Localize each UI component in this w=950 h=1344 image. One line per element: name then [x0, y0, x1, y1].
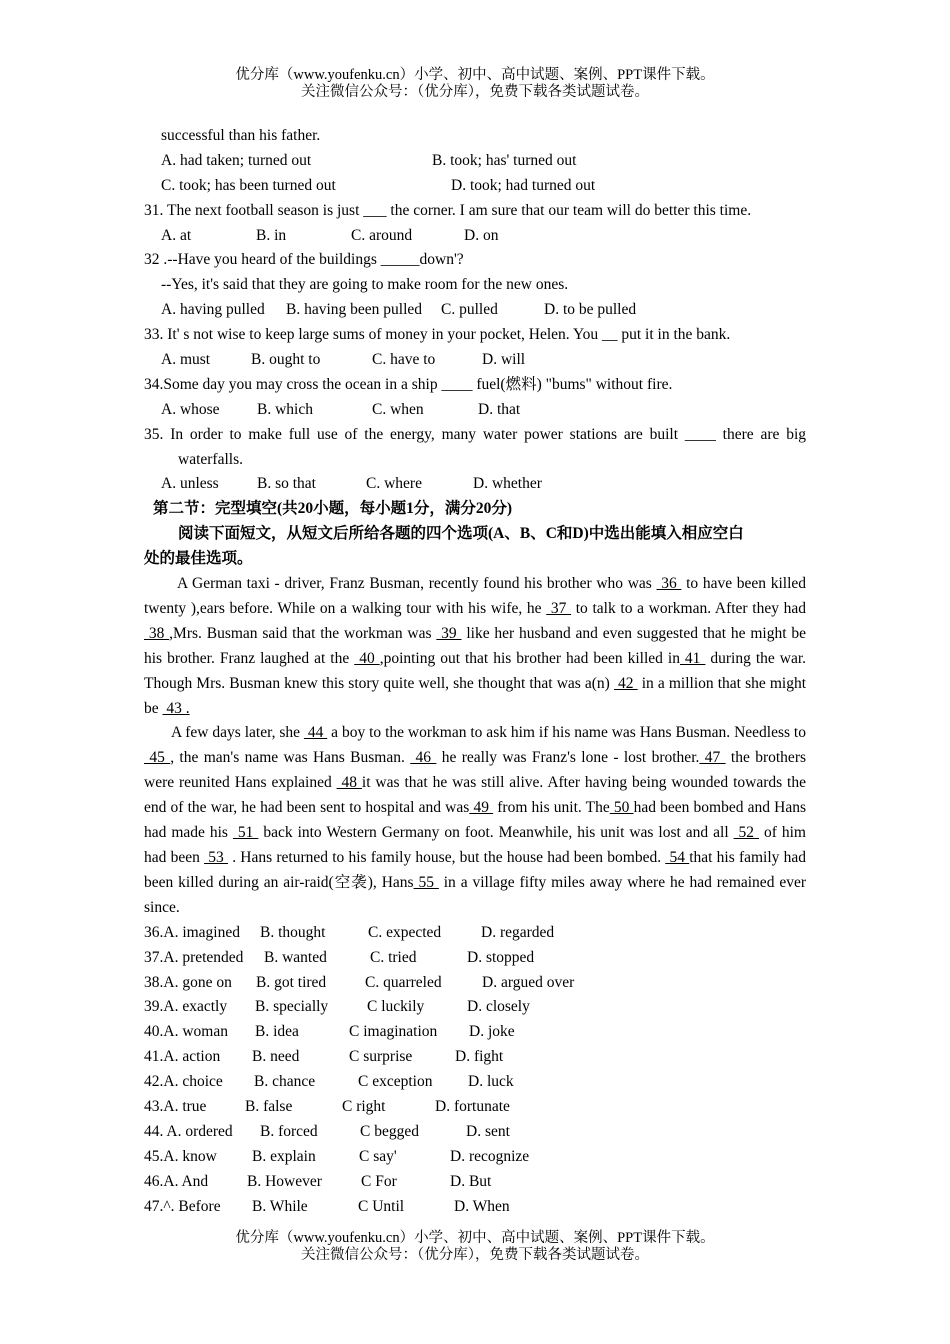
- cloze-option-row: [144, 1170, 806, 1195]
- passage-text: in a village fifty miles away where he had remained ever since.: [144, 873, 807, 916]
- option-c: C begged: [360, 1122, 419, 1140]
- cloze-option-row: [144, 1145, 806, 1170]
- option-a: A. had taken; turned out: [161, 151, 312, 169]
- cloze-option-row: [144, 946, 806, 971]
- cloze-option-row: [144, 1120, 806, 1145]
- passage-text: during the war. Though Mrs. Busman knew this story quite well, she thought that was a(n): [144, 649, 807, 692]
- option-c: C. pulled: [441, 301, 498, 319]
- blank-54: 54: [665, 849, 690, 866]
- cloze-option-row: [144, 995, 806, 1020]
- option-a: A. must: [161, 351, 211, 369]
- option-a: A. whose: [161, 400, 220, 418]
- option-d: D. luck: [468, 1073, 514, 1091]
- q33-stem: 33. It' s not wise to keep large sums of money in your pocket, Helen. You __ put it in the bank.: [144, 326, 731, 344]
- option-c: C. quarreled: [365, 973, 442, 991]
- option-a: 38.A. gone on: [144, 973, 232, 991]
- q30-options-row-1: [144, 149, 806, 174]
- passage-text: to have been killed twenty ),ears before. While on a walking tour with his wife, he: [144, 575, 807, 617]
- q32-stem-2: --Yes, it's said that they are going to make room for the new ones.: [161, 276, 569, 294]
- option-a: 46.A. And: [144, 1172, 209, 1190]
- option-a: 39.A. exactly: [144, 998, 228, 1016]
- option-c: C say': [359, 1147, 397, 1165]
- option-d: D. joke: [469, 1023, 515, 1041]
- blank-42: 42: [613, 674, 638, 692]
- q33-options: [144, 348, 806, 373]
- option-b: B. took; has' turned out: [432, 151, 577, 169]
- option-c: C surprise: [349, 1048, 413, 1066]
- option-c: C. where: [366, 475, 422, 493]
- option-c: C For: [361, 1172, 397, 1190]
- option-b: B. thought: [260, 923, 326, 941]
- blank-50: 50: [609, 799, 634, 817]
- option-b: B. so that: [257, 475, 316, 493]
- passage-text: he really was Franz's lone - lost brother.: [436, 749, 700, 767]
- blank-41: 41: [679, 649, 706, 667]
- option-b: B. in: [256, 226, 287, 244]
- option-d: D. took; had turned out: [451, 176, 596, 194]
- cloze-option-row: [144, 921, 806, 946]
- option-d: D. fight: [455, 1048, 504, 1066]
- q31-options: [144, 224, 806, 249]
- option-a: 41.A. action: [144, 1048, 221, 1066]
- option-c: C. when: [372, 400, 424, 418]
- option-a: A. having pulled: [161, 301, 265, 319]
- passage-text: , the man's name was Hans Busman.: [170, 749, 411, 767]
- option-a: 37.A. pretended: [144, 948, 244, 966]
- option-b: B. However: [247, 1172, 322, 1190]
- option-b: B. While: [252, 1197, 308, 1215]
- option-a: 43.A. true: [144, 1097, 207, 1115]
- option-d: D. regarded: [481, 923, 555, 941]
- cloze-option-row: [144, 1020, 806, 1045]
- q30-stem-continuation: successful than his father.: [161, 127, 321, 144]
- header-line-2: 关注微信公众号：（优分库），免费下载各类试题试卷。: [301, 84, 649, 100]
- q32-options: [144, 298, 806, 323]
- blank-47: 47: [699, 749, 726, 767]
- option-b: B. idea: [255, 1023, 299, 1041]
- passage-text: back into Western Germany on foot. Meanwhile, his unit was lost and all: [258, 824, 734, 842]
- option-d: D. closely: [467, 998, 530, 1016]
- passage-text: in a million that she might be: [144, 674, 806, 717]
- option-c: C. have to: [372, 351, 436, 369]
- option-a: A. at: [161, 226, 192, 244]
- option-d: D. argued over: [482, 973, 575, 991]
- option-c: C. expected: [368, 923, 442, 941]
- cloze-option-row: [144, 1070, 806, 1095]
- exam-content: [144, 124, 806, 1219]
- option-b: B. which: [257, 400, 313, 418]
- section-2-title: 第二节：完型填空(共20小题，每小题1分，满分20分): [153, 500, 513, 518]
- blank-38: 38: [144, 624, 170, 642]
- passage-text: ,Mrs. Busman said that the workman was: [169, 624, 437, 642]
- q32-stem: 32 .--Have you heard of the buildings _____down'?: [144, 251, 464, 269]
- option-d: D. that: [478, 400, 521, 418]
- blank-53: 53: [204, 849, 228, 866]
- option-c: C right: [342, 1097, 386, 1115]
- passage-text: to talk to a workman. After they had: [571, 599, 806, 617]
- option-a: 36.A. imagined: [144, 923, 240, 941]
- option-d: D. stopped: [467, 948, 535, 966]
- option-c: C luckily: [367, 998, 425, 1016]
- page-header: [0, 67, 950, 101]
- cloze-option-row: [144, 1095, 806, 1120]
- passage-text: A German taxi - driver, Franz Busman, recently found his brother who was: [177, 575, 657, 593]
- option-d: D. recognize: [450, 1147, 530, 1165]
- header-line-1: 优分库（www.youfenku.cn）小学、初中、高中试题、案例、PPT课件下载。: [235, 67, 715, 83]
- blank-37: 37: [546, 599, 572, 617]
- option-d: D. sent: [466, 1122, 510, 1140]
- footer-line-1: 优分库（www.youfenku.cn）小学、初中、高中试题、案例、PPT课件下载。: [235, 1230, 715, 1246]
- option-d: D. will: [482, 351, 526, 369]
- blank-39: 39: [436, 624, 462, 642]
- q34-options: [144, 398, 806, 423]
- q31-stem: 31. The next football season is just ___ the corner. I am sure that our team will do better this time.: [144, 201, 752, 219]
- option-c: C Until: [358, 1197, 405, 1215]
- passage-text: it was that he was still alive. After having being wounded towards the end of the war, he had been sent to hospital and was: [144, 774, 806, 817]
- option-a: 44. A. ordered: [144, 1122, 233, 1140]
- option-b: B. ought to: [251, 351, 321, 369]
- passage-text: a boy to the workman to ask him if his name was Hans Busman. Needless to: [327, 724, 806, 742]
- q35-options: [144, 472, 806, 497]
- option-c: C. tried: [370, 948, 417, 966]
- passage-text: . Hans returned to his family house, but the house had been bombed.: [227, 849, 666, 866]
- option-b: B. forced: [260, 1122, 318, 1140]
- page-footer: [0, 1230, 950, 1264]
- option-b: B. got tired: [256, 973, 327, 991]
- q30-options-row-2: [144, 174, 806, 199]
- q35-stem-2: waterfalls.: [178, 450, 243, 468]
- blank-43: 43 .: [162, 699, 190, 717]
- passage-text: from his unit. The: [493, 799, 610, 817]
- cloze-option-row: [144, 971, 806, 996]
- blank-49: 49: [469, 799, 494, 817]
- section-2-instruction-1: 阅读下面短文，从短文后所给各题的四个选项(A、B、C和D)中选出能填入相应空白: [178, 525, 744, 543]
- cloze-options: [144, 921, 806, 1220]
- blank-44: 44: [303, 724, 328, 742]
- blank-52: 52: [733, 824, 760, 842]
- option-a: 42.A. choice: [144, 1073, 223, 1091]
- option-d: D. to be pulled: [544, 301, 637, 319]
- option-b: B. chance: [254, 1073, 316, 1091]
- option-a: A. unless: [161, 475, 219, 493]
- option-d: D. But: [450, 1172, 492, 1190]
- option-c: C. took; has been turned out: [161, 176, 336, 194]
- cloze-option-row: [144, 1195, 806, 1220]
- q34-stem: 34.Some day you may cross the ocean in a ship ____ fuel(燃料) "bums" without fire.: [144, 375, 673, 393]
- blank-55: 55: [413, 873, 439, 891]
- option-a: 45.A. know: [144, 1147, 217, 1165]
- option-b: B. specially: [255, 998, 329, 1016]
- option-c: C. around: [351, 226, 413, 244]
- blank-51: 51: [232, 824, 259, 842]
- option-b: B. false: [245, 1097, 293, 1115]
- passage-text: that his family had been killed during an air-raid(空袭), Hans: [144, 849, 807, 891]
- blank-46: 46: [410, 749, 437, 767]
- cloze-option-row: [144, 1045, 806, 1070]
- option-d: D. When: [454, 1197, 510, 1215]
- option-a: 40.A. woman: [144, 1023, 228, 1041]
- option-a: 47.^. Before: [144, 1197, 221, 1215]
- option-c: C imagination: [349, 1023, 438, 1041]
- option-d: D. fortunate: [435, 1097, 510, 1115]
- passage-text: had been bombed and Hans had made his: [144, 799, 807, 842]
- option-b: B. wanted: [264, 948, 327, 966]
- passage-paragraph-1: [144, 572, 806, 721]
- passage-text: like her husband and even suggested that he might be his brother. Franz laughed at the: [144, 624, 806, 667]
- option-b: B. need: [252, 1048, 300, 1066]
- passage-text: the brothers were reunited Hans explained: [144, 749, 807, 792]
- blank-40: 40: [354, 649, 380, 667]
- option-b: B. explain: [252, 1147, 316, 1165]
- blank-36: 36: [656, 575, 682, 593]
- passage-paragraph-2: [144, 721, 806, 920]
- footer-line-2: 关注微信公众号：（优分库），免费下载各类试题试卷。: [301, 1247, 649, 1263]
- q35-stem: 35. In order to make full use of the energy, many water power stations are built ____ there are big: [144, 425, 806, 443]
- blank-48: 48: [336, 774, 362, 792]
- passage-text: of him had been: [144, 824, 806, 866]
- option-c: C exception: [358, 1073, 433, 1091]
- passage-text: A few days later, she: [171, 724, 304, 742]
- section-2-instruction-2: 处的最佳选项。: [144, 550, 253, 568]
- blank-45: 45: [144, 749, 171, 767]
- option-d: D. on: [464, 226, 499, 244]
- passage-text: ,pointing out that his brother had been killed in: [379, 649, 680, 667]
- option-d: D. whether: [473, 475, 542, 493]
- option-b: B. having been pulled: [286, 301, 423, 319]
